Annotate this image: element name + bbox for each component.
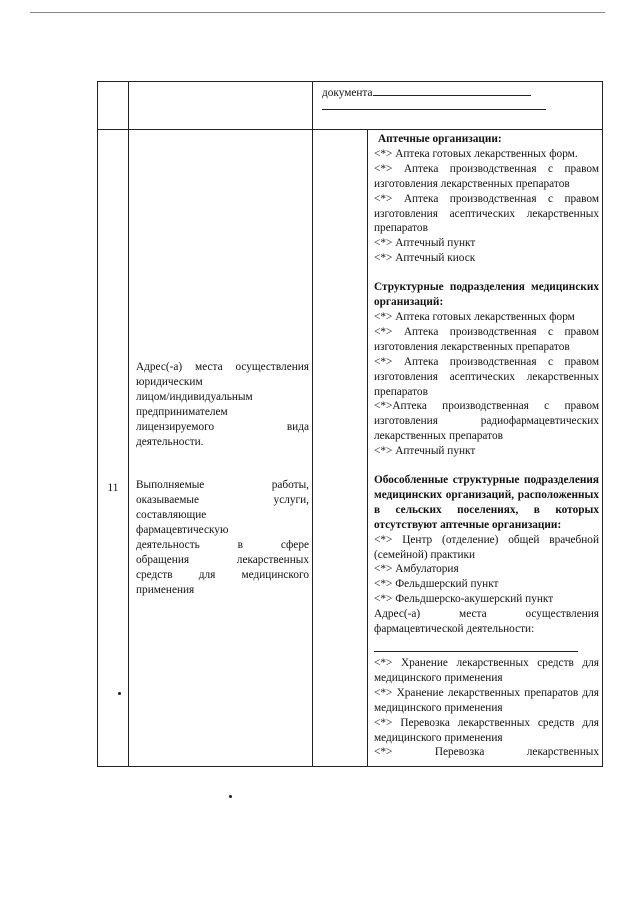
pharmacy-heading: Аптечные организации: <box>378 133 502 145</box>
row-number: 11 <box>107 481 119 494</box>
separate-item: <*> Центр (отделение) общей врачебной (семейной) практики <box>374 533 599 561</box>
activity-address-label: Адрес(-а) места осуществления фармацевтической деятельности: <box>374 608 599 636</box>
works-item: <*> Перевозка лекарственных средств для медицинского применения <box>374 716 599 744</box>
works-item: <*> Хранение лекарственных препаратов для медицинского применения <box>374 686 599 714</box>
license-form-table <box>97 81 603 767</box>
pharmacy-item: <*> Аптека производственная с правом изготовления асептических лекарственных препаратов <box>374 192 599 235</box>
scan-speck <box>229 795 232 798</box>
cell-document <box>313 82 603 130</box>
document-fill-line-2 <box>322 109 546 110</box>
separate-item: <*> Фельдшерско-акушерский пункт <box>374 593 554 606</box>
pharmacy-item: <*> Аптечный киоск <box>374 252 476 265</box>
structural-item: <*> Аптечный пункт <box>374 445 476 458</box>
row-number-cell <box>98 130 129 767</box>
label-cell <box>129 130 313 767</box>
structural-item: <*> Аптека готовых лекарственных форм <box>374 310 575 323</box>
pharmacy-item: <*> Аптечный пункт <box>374 237 476 250</box>
structural-item: <*> Аптека производственная с правом изготовления асептических лекарственных препаратов <box>374 355 599 398</box>
works-item: <*> Перевозка лекарственных <box>374 746 599 759</box>
pharmacy-item: <*> Аптека производственная с правом изготовления лекарственных препаратов <box>374 162 599 190</box>
structural-item: <*>Аптека производственная с правом изготовления радиофармацевтических лекарственных препаратов <box>374 400 599 443</box>
activity-address-line <box>374 637 578 652</box>
cell-label-empty <box>129 82 313 130</box>
structural-heading: Структурные подразделения медицинских организаций: <box>374 281 599 309</box>
table-row-11 <box>98 130 603 767</box>
separate-item: <*> Фельдшерский пункт <box>374 578 499 591</box>
options-cell <box>368 130 603 767</box>
top-rule <box>30 12 605 13</box>
address-label: Адрес(-а) места осуществления юридическим лицом/индивидуальным предпринимателем лицензируемого вида деятельности. <box>136 361 309 448</box>
separate-item: <*> Амбулатория <box>374 563 459 576</box>
separate-heading: Обособленные структурные подразделения медицинских организаций, расположенных в сельских поселениях, в которых отсутствуют аптечные организации: <box>374 474 599 531</box>
works-label: Выполняемые работы, оказываемые услуги, составляющие фармацевтическую деятельность в сфере обращения лекарственных средств для медицинского применения <box>136 479 309 596</box>
works-item: <*> Хранение лекарственных средств для медицинского применения <box>374 657 599 684</box>
cell-number-empty <box>98 82 129 130</box>
structural-item: <*> Аптека производственная с правом изготовления лекарственных препаратов <box>374 325 599 353</box>
document-label: документа <box>322 87 373 99</box>
document-fill-line <box>373 95 531 96</box>
empty-cell <box>313 130 368 767</box>
pharmacy-item: <*> Аптека готовых лекарственных форм. <box>374 147 578 160</box>
table-row-document <box>98 82 603 130</box>
